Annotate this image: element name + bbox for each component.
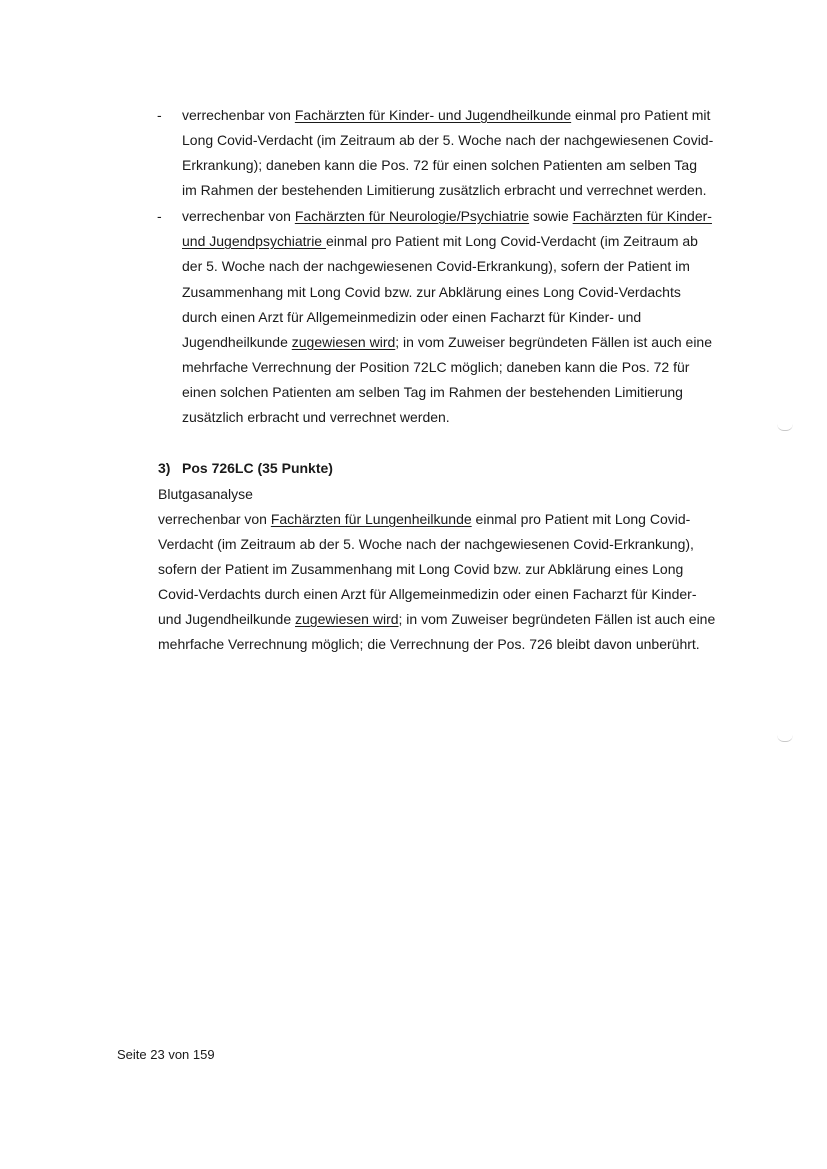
text-segment: mehrfache Verrechnung der Position 72LC möglich; daneben kann die Pos. 72 für <box>182 359 690 375</box>
text-segment: verrechenbar von <box>182 107 295 123</box>
text-segment: Long Covid-Verdacht (im Zeitraum ab der 5. Woche nach der nachgewiesenen Covid- <box>182 132 714 148</box>
paragraph-line <box>182 131 713 149</box>
text-segment: sofern der Patient im Zusammenhang mit Long Covid bzw. zur Abklärung eines Long <box>158 561 684 577</box>
text-segment: einmal pro Patient mit Long Covid-Verdacht (im Zeitraum ab <box>326 233 698 249</box>
paragraph-line <box>182 383 683 401</box>
paragraph-line <box>158 610 715 628</box>
text-segment: sowie <box>529 208 573 224</box>
scan-artifact-mark <box>777 735 793 742</box>
scan-artifact-mark <box>777 424 793 431</box>
text-segment: einmal pro Patient mit Long Covid- <box>471 511 691 527</box>
section-subtitle: Blutgasanalyse <box>158 486 253 502</box>
paragraph-line <box>182 308 641 326</box>
paragraph-line <box>182 207 712 225</box>
paragraph-line <box>182 257 690 275</box>
paragraph-line <box>182 358 689 376</box>
text-segment: durch einen Arzt für Allgemeinmedizin oder einen Facharzt für Kinder- und <box>182 309 642 325</box>
paragraph-line <box>182 156 697 174</box>
text-segment: und Jugendheilkunde <box>158 611 296 627</box>
text-segment: der 5. Woche nach der nachgewiesenen Covid-Erkrankung), sofern der Patient im <box>182 258 690 274</box>
text-segment: ; in vom Zuweiser begründeten Fällen ist auch eine <box>395 334 712 350</box>
text-segment: Verdacht (im Zeitraum ab der 5. Woche nach der nachgewiesenen Covid-Erkrankung), <box>158 536 694 552</box>
paragraph-line <box>158 585 697 603</box>
text-segment: mehrfache Verrechnung möglich; die Verrechnung der Pos. 726 bleibt davon unberührt. <box>158 636 700 652</box>
text-segment: Erkrankung); daneben kann die Pos. 72 für einen solchen Patienten am selben Tag <box>182 157 697 173</box>
text-segment: verrechenbar von <box>182 208 295 224</box>
paragraph-line <box>158 510 690 528</box>
text-segment: Jugendheilkunde <box>182 334 292 350</box>
paragraph-line <box>182 181 707 199</box>
underlined-text: Fachärzten für Kinder- und Jugendheilkunde <box>294 107 572 123</box>
section-heading <box>158 459 333 477</box>
section-number: 3) <box>158 460 171 476</box>
text-segment: Covid-Verdachts durch einen Arzt für Allgemeinmedizin oder einen Facharzt für Kinder- <box>158 586 697 602</box>
underlined-text: Fachärzten für Neurologie/Psychiatrie <box>294 208 530 224</box>
underlined-text: Fachärzten für Kinder- <box>572 208 712 224</box>
underlined-text: Fachärzten für Lungenheilkunde <box>270 511 472 527</box>
bullet-dash: - <box>157 208 162 224</box>
text-segment: einmal pro Patient mit <box>571 107 711 123</box>
paragraph-line <box>182 333 712 351</box>
section-title: Pos 726LC (35 Punkte) <box>182 460 333 476</box>
text-segment: Zusammenhang mit Long Covid bzw. zur Abklärung eines Long Covid-Verdachts <box>182 284 681 300</box>
paragraph-line <box>182 232 698 250</box>
text-segment: verrechenbar von <box>158 511 271 527</box>
paragraph-line <box>182 106 710 124</box>
underlined-text: zugewiesen wird <box>291 334 396 350</box>
paragraph-line <box>158 535 694 553</box>
paragraph-line <box>158 560 683 578</box>
text-segment: einen solchen Patienten am selben Tag im Rahmen der bestehenden Limitierung <box>182 384 683 400</box>
paragraph-line <box>182 283 681 301</box>
underlined-text: und Jugendpsychiatrie <box>182 233 326 249</box>
paragraph-line <box>182 408 450 426</box>
page-number-footer: Seite 23 von 159 <box>117 1047 215 1062</box>
text-segment: zusätzlich erbracht und verrechnet werden. <box>182 409 450 425</box>
underlined-text: zugewiesen wird <box>295 611 399 627</box>
text-segment: ; in vom Zuweiser begründeten Fällen ist auch eine <box>398 611 716 627</box>
paragraph-line <box>158 635 700 653</box>
text-segment: im Rahmen der bestehenden Limitierung zusätzlich erbracht und verrechnet werden. <box>182 182 707 198</box>
bullet-dash: - <box>157 107 162 123</box>
